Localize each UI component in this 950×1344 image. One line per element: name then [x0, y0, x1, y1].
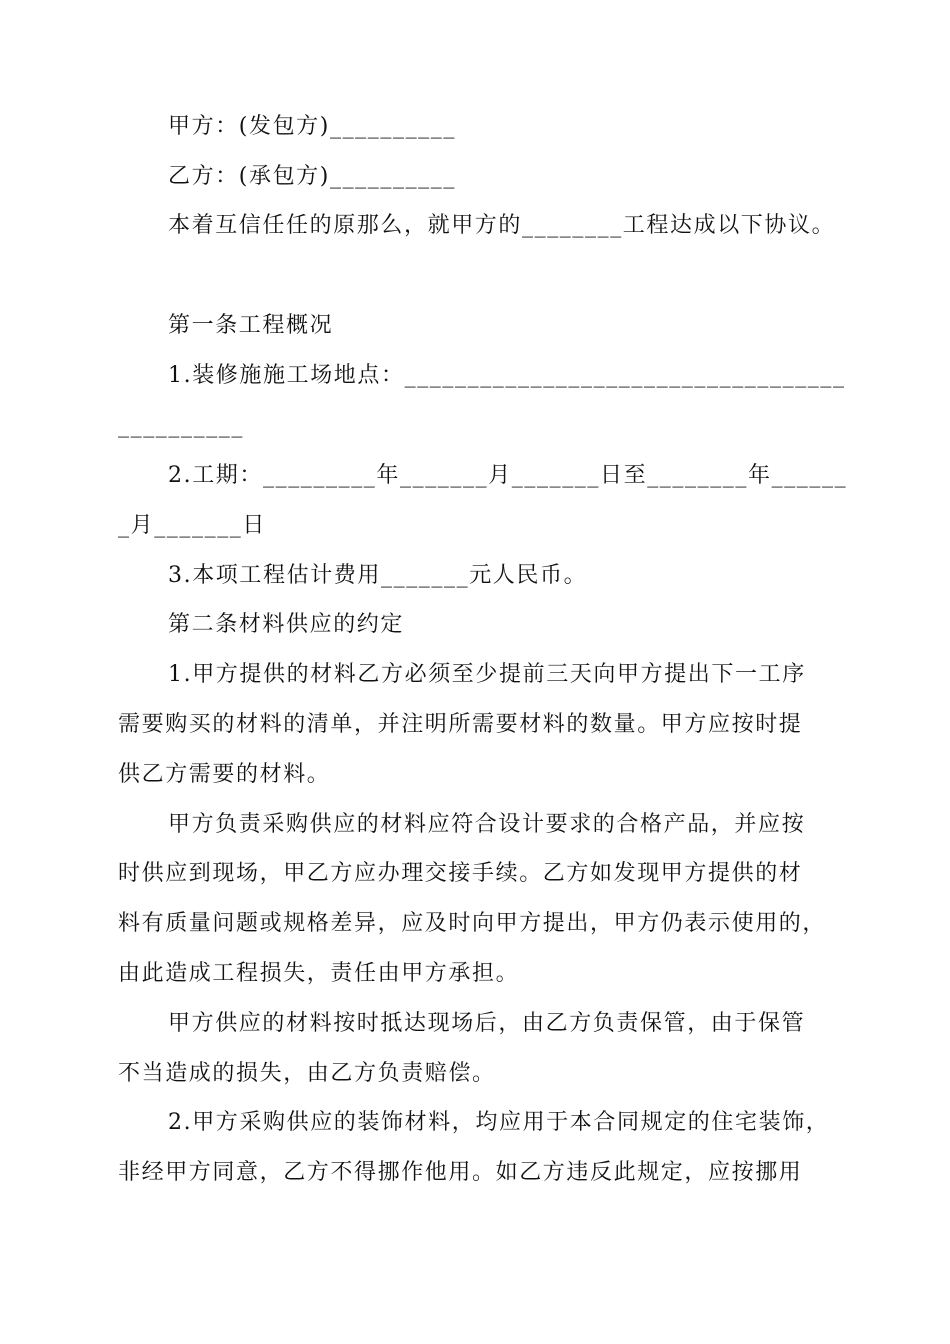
paragraph-line: 料有质量问题或规格差异，应及时向甲方提出，甲方仍表示使用的， [118, 911, 827, 936]
party-b-line: 乙方：(承包方)__________ [168, 164, 456, 189]
paragraph-line: 不当造成的损失，由乙方负责赔偿。 [118, 1061, 496, 1086]
paragraph-line: 供乙方需要的材料。 [118, 762, 331, 787]
preamble-line: 本着互信任任的原那么，就甲方的________工程达成以下协议。 [168, 213, 836, 238]
paragraph-line: 1.甲方提供的材料乙方必须至少提前三天向甲方提出下一工序 [168, 662, 806, 687]
clause-1-2-line: 2.工期：_________年_______月_______日至________年______ [168, 463, 848, 488]
paragraph-line: 甲方负责采购供应的材料应符合设计要求的合格产品，并应按 [168, 812, 806, 837]
paragraph-line: 时供应到现场，甲乙方应办理交接手续。乙方如发现甲方提供的材 [118, 861, 803, 886]
section-2-heading: 第二条材料供应的约定 [168, 612, 405, 637]
paragraph-line: 甲方供应的材料按时抵达现场后，由乙方负责保管，由于保管 [168, 1011, 806, 1036]
paragraph-line: 2.甲方采购供应的装饰材料，均应用于本合同规定的住宅装饰， [168, 1110, 830, 1135]
party-a-line: 甲方：(发包方)__________ [168, 114, 456, 139]
paragraph-line: 需要购买的材料的清单，并注明所需要材料的数量。甲方应按时提 [118, 712, 803, 737]
paragraph-line: 由此造成工程损失，责任由甲方承担。 [118, 961, 520, 986]
clause-1-1-continuation: __________ [118, 413, 244, 438]
paragraph-line: 非经甲方同意，乙方不得挪作他用。如乙方违反此规定，应按挪用 [118, 1160, 803, 1185]
section-1-heading: 第一条工程概况 [168, 313, 334, 338]
clause-1-3-line: 3.本项工程估计费用_______元人民币。 [168, 563, 588, 588]
clause-1-1-line: 1.装修施施工场地点：___________________________________ [168, 363, 846, 388]
clause-1-2-continuation: _月_______日 [118, 513, 267, 538]
